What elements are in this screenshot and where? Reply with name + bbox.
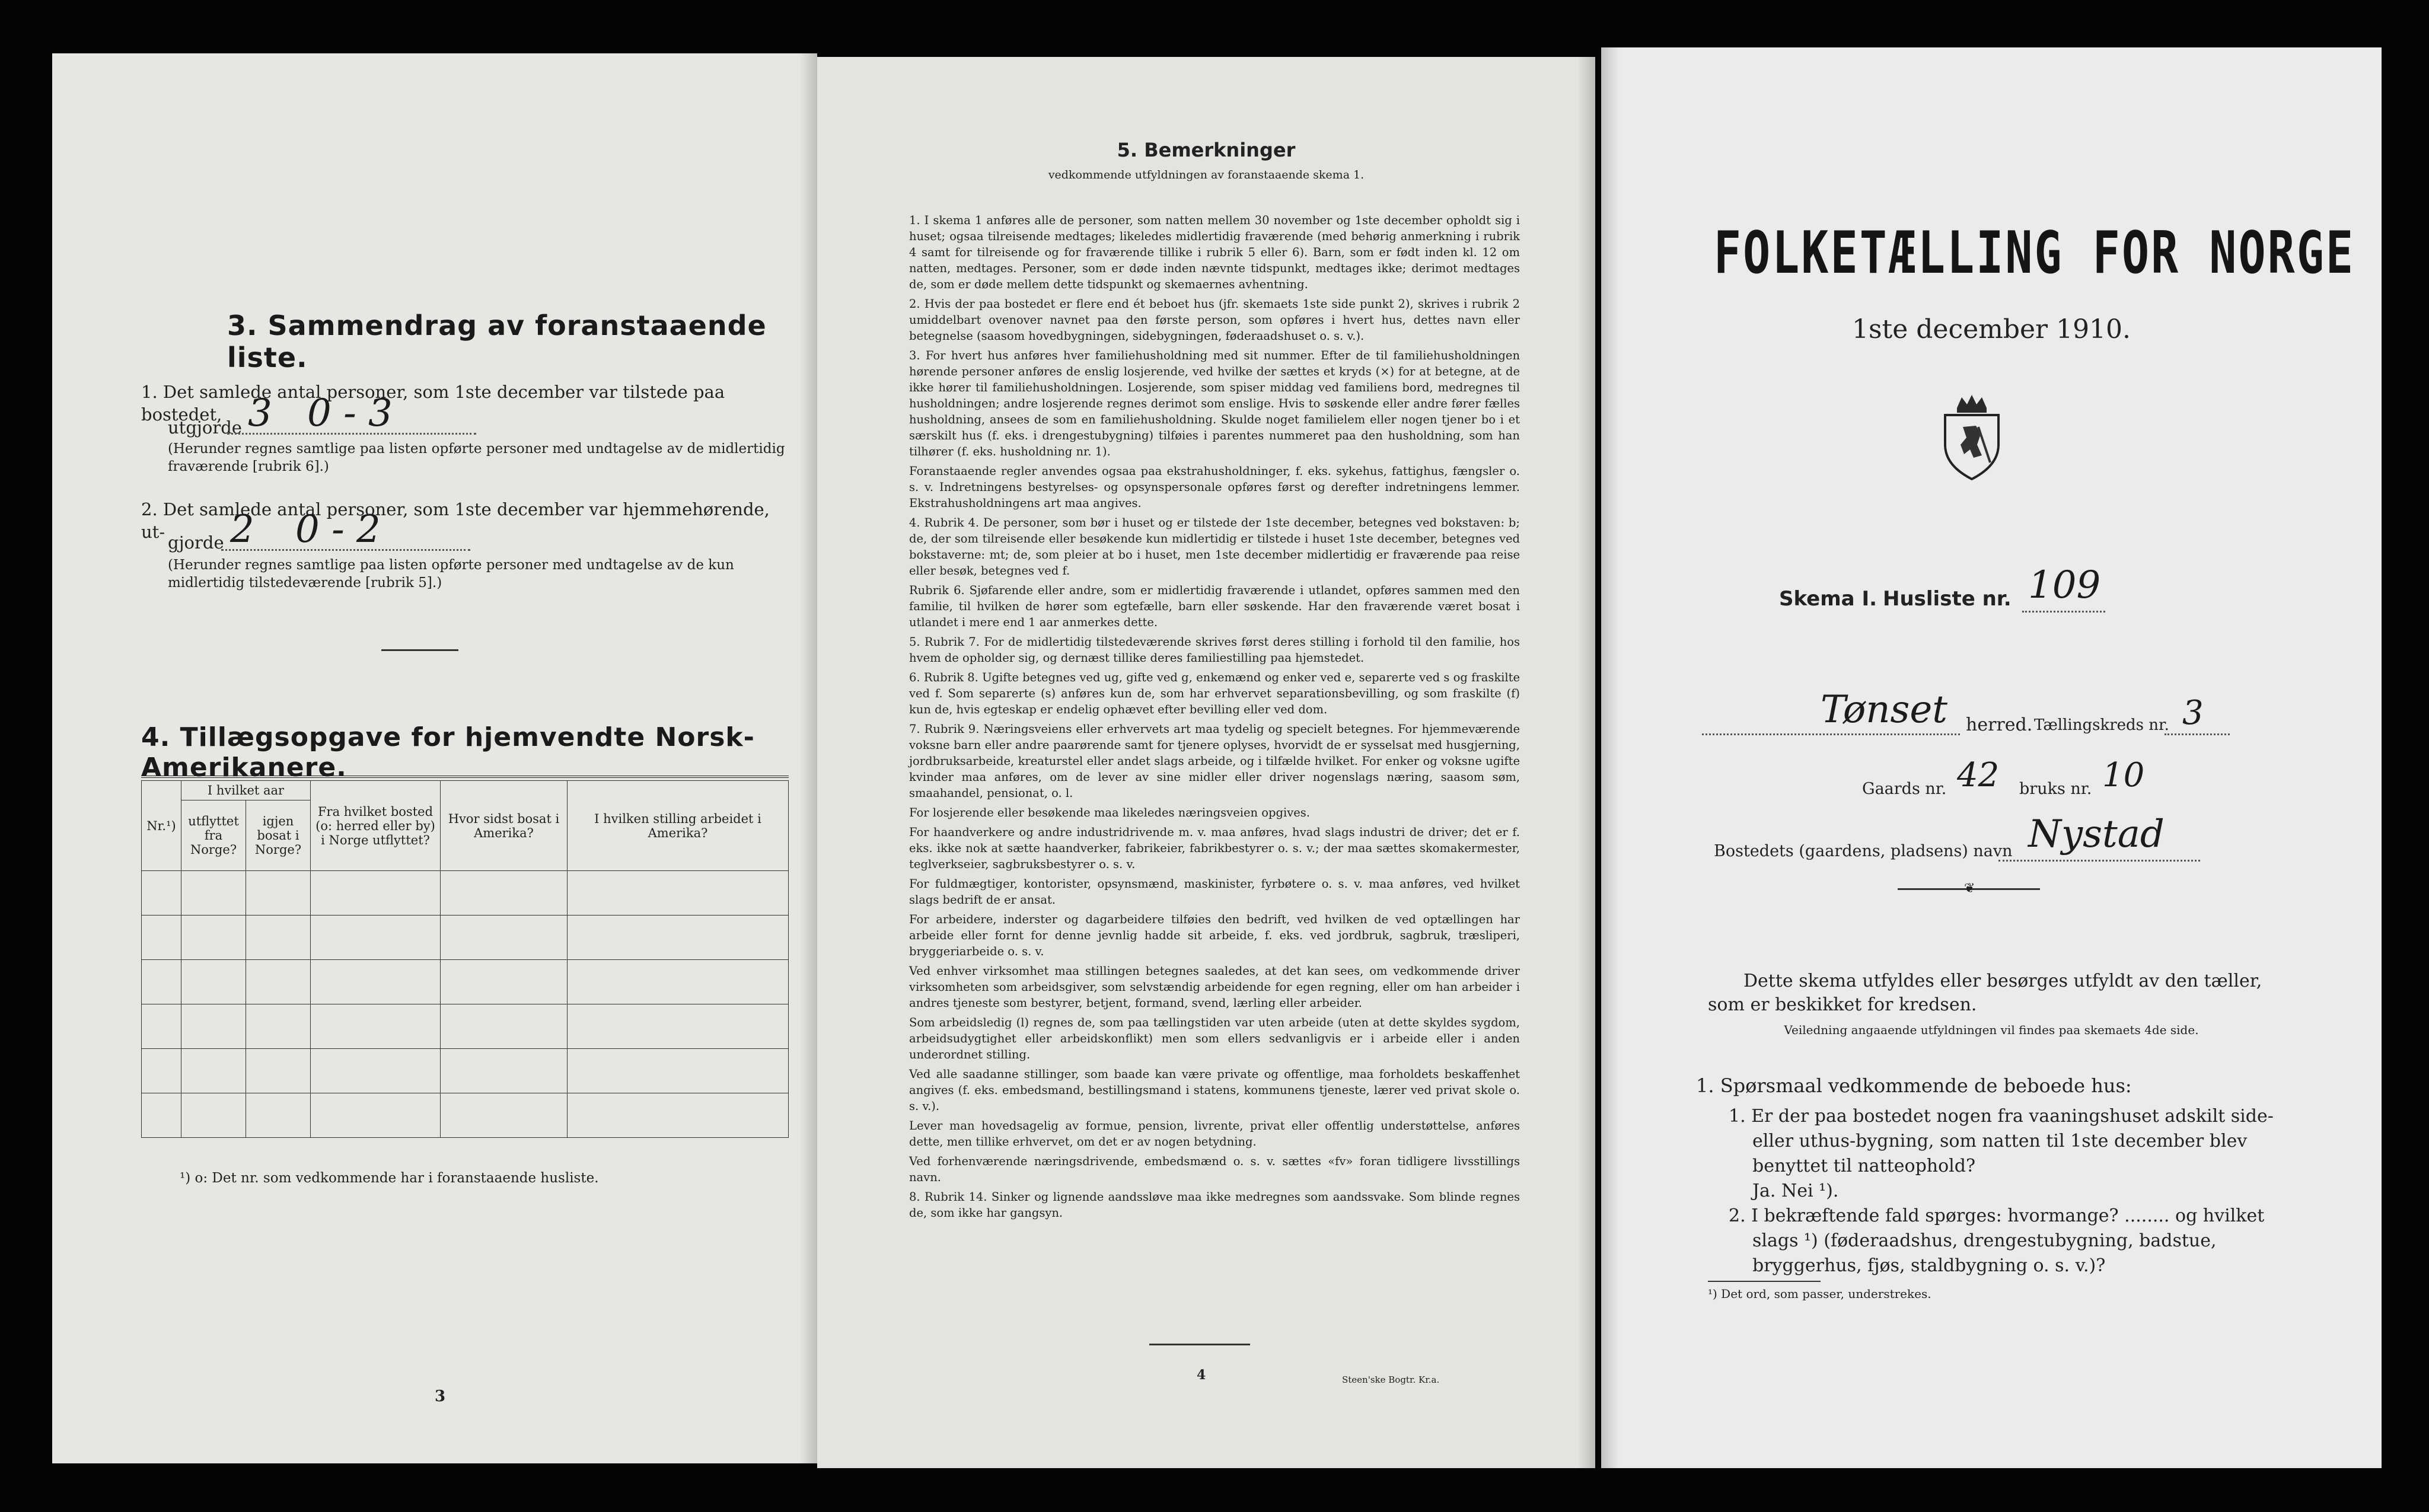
ornament-icon: ❦ <box>1964 881 1975 896</box>
col-nr: Nr.¹) <box>142 781 181 871</box>
page-number: 3 <box>435 1387 446 1405</box>
table-row <box>142 960 789 1004</box>
item2-text: 2. Det samlede antal personer, som 1ste december var hjemmehørende, ut- <box>141 499 770 542</box>
remark-paragraph: For losjerende eller besøkende maa likeledes næringsveien opgives. <box>909 806 1310 819</box>
question-1: 1. Er der paa bostedet nogen fra vaaningshuset adskilt side- eller uthus-bygning, som natten til 1ste december blev benyttet til natteophold? <box>1729 1106 2274 1176</box>
husliste-label: Husliste nr. <box>1883 587 2012 611</box>
remark-paragraph: Ved forhenværende næringsdrivende, embedsmænd o. s. v. sættes «fv» foran tidligere livsstillings navn. <box>909 1154 1520 1184</box>
kreds-label: Tællingskreds nr. <box>2034 716 2169 734</box>
remarks-title: 5. Bemerkninger <box>1117 139 1296 161</box>
husliste-underline <box>2022 611 2105 613</box>
page-number: 4 <box>1197 1367 1206 1383</box>
gaard-number: 42 <box>1957 756 2000 795</box>
instruction-small: Veiledning angaaende utfyldningen vil findes paa skemaets 4de side. <box>1784 1023 2199 1037</box>
table-row <box>142 871 789 916</box>
item1-handwritten-value2: 0 - 3 <box>307 391 393 435</box>
page-spine-shadow <box>1577 57 1595 1468</box>
item2-prefix: gjorde <box>168 532 224 553</box>
item1-underline <box>227 433 476 435</box>
section3-title: 3. Sammendrag av foranstaaende liste. <box>227 310 767 374</box>
kreds-underline <box>2165 733 2230 735</box>
remark-paragraph: Rubrik 6. Sjøfarende eller andre, som er midlertidig fraværende i utlandet, opføres sammen med den familie, til hvilken de hører som egtefælle, barn eller søskende. Har den fraværende været bosat i utlandet i mere end 1 aar anmerkes dette. <box>909 583 1520 629</box>
item1-handwritten-value: 3 <box>248 391 272 435</box>
herred-value: Tønset <box>1821 688 1947 732</box>
col-from-place: Fra hvilket bosted (o: herred eller by) i Norge utflyttet? <box>311 781 441 871</box>
remark-paragraph: Lever man hovedsagelig av formue, pension, livrente, privat eller offentlig understøttelse, anføres dette, men tillike erhvervet, om det er av nogen betydning. <box>909 1119 1520 1149</box>
divider-rule <box>1149 1344 1250 1345</box>
item1-text: 1. Det samlede antal personer, som 1ste december var tilstede paa bostedet, <box>141 382 725 425</box>
item1-note: (Herunder regnes samtlige paa listen opførte personer med undtagelse av de midlertidig fraværende [rubrik 6].) <box>168 441 785 474</box>
footnote-rule <box>1708 1281 1821 1282</box>
item2-handwritten-value: 2 <box>230 508 254 551</box>
remarks-body <box>909 212 1520 1224</box>
bosted-value: Nystad <box>2028 812 2165 856</box>
remark-paragraph: 4. Rubrik 4. De personer, som bør i huset og er tilstede der 1ste december, betegnes ved bokstaven: b; de, der som tilreisende eller besøkende kun midlertidig er tilstede i huset 1ste december, betegnes ved bokstaverne: mt; de, som pleier at bo i huset, men 1ste december midlertidig er fraværende paa reise eller besøk, betegnes ved f. <box>909 516 1520 578</box>
item1-prefix: utgjorde <box>168 417 242 438</box>
gaard-label: Gaards nr. <box>1862 780 1947 798</box>
remark-paragraph: 7. Rubrik 9. Næringsveiens eller erhvervets art maa tydelig og specielt betegnes. For hjemmeværende voksne barn eller andre paarørende samt for tjenere oplyses, hvorvidt de er sysselsat med husgjerning, jordbruksarbeide, kreaturstel eller andet slags arbeide, og i tilfælde hvilket. For enker og voksne ugifte kvinder maa anføres, om de lever av sine midler eller driver nogenslags næring, saasom søm, smaahandel, pensionat, o. l. <box>909 722 1520 800</box>
remarks-subtitle: vedkommende utfyldningen av foranstaaende skema 1. <box>1048 168 1365 181</box>
table-row <box>142 1049 789 1093</box>
remark-paragraph: 3. For hvert hus anføres hver familiehusholdning med sit nummer. Efter de til familiehusholdningen hørende personer anføres de enslig losjerende, ved hvilke der sættes et kryds (×) for at betegne, at de ikke hører til familiehusholdningen. Losjerende, som spiser middag ved familiens bord, medregnes til husholdningen; andre losjerende regnes derimot som enslige. Hvis to søskende eller andre fører fælles husholdning, ansees de som en familiehusholdning. Skulde noget familielem eller nogen tjener bo i et særskilt hus (f. eks. i drengestubygning) tilføies i parentes nummeret paa den husholdning, som han tilhører (f. eks. husholdning nr. 1). <box>909 349 1520 458</box>
bruk-label: bruks nr. <box>2019 780 2092 798</box>
bosted-underline <box>1998 860 2200 862</box>
remark-paragraph: Som arbeidsledig (l) regnes de, som paa tællingstiden var uten arbeide (uten at dette skyldes sygdom, arbeidsudygtighet eller arbeidskonflikt) men som ellers sedvanligvis er i arbeide eller i anden underordnet stilling. <box>909 1016 1520 1061</box>
remark-paragraph: For haandverkere og andre industridrivende m. v. maa anføres, hvad slags industri de driver; det er f. eks. ikke nok at sætte haandverker, fabrikeier, fabrikbestyrer o. s. v.; der maa sættes skomakermester, teglverkseier, sagbruksbestyrer o. s. v. <box>909 825 1520 871</box>
col-position: I hvilken stilling arbeidet i Amerika? <box>568 781 789 871</box>
husliste-number: 109 <box>2028 563 2101 607</box>
remark-paragraph: For fuldmægtiger, kontorister, opsynsmænd, maskinister, fyrbøtere o. s. v. maa anføres, ved hvilket slags bedrift de er ansat. <box>909 877 1520 907</box>
table-top-rule <box>141 776 789 778</box>
question-1-answer: Ja. Nei ¹). <box>1752 1181 1839 1201</box>
table-row <box>142 1093 789 1138</box>
page-middle <box>817 57 1595 1468</box>
page-left <box>52 53 817 1463</box>
item2-underline <box>221 549 470 551</box>
bruk-number: 10 <box>2102 756 2145 795</box>
table-row <box>142 1004 789 1049</box>
questions-heading: 1. Spørsmaal vedkommende de beboede hus: <box>1696 1074 2132 1097</box>
col-which-year: I hvilket aar <box>181 781 311 800</box>
remark-paragraph: For arbeidere, inderster og dagarbeidere tilføies den bedrift, ved hvilken de ved optællingen har arbeide eller fornt for denne jevnlig hadde sit arbeide, f. eks. ved jordbruk, sagbruk, træsliperi, bryggeriarbeide o. s. v. <box>909 913 1520 958</box>
census-title: FOLKETÆLLING FOR NORGE <box>1714 219 2355 287</box>
col-last-resided: Hvor sidst bosat i Amerika? <box>441 781 568 871</box>
bosted-label: Bostedets (gaardens, pladsens) navn <box>1714 842 2013 860</box>
item2-note: (Herunder regnes samtlige paa listen opførte personer med undtagelse av de kun midlertidig tilstedeværende [rubrik 5].) <box>168 557 734 591</box>
remark-paragraph: Ved alle saadanne stillinger, som baade kan være private og offentlige, maa forholdets beskaffenhet angives (f. eks. embedsmand, bestillingsmand i statens, kommunens tjeneste, lærer ved privat skole o. s. v.). <box>909 1067 1520 1113</box>
remark-paragraph: Foranstaaende regler anvendes ogsaa paa ekstrahusholdninger, f. eks. sykehus, fattighus, fængsler o. s. v. Indretningens bestyrelses- og opsynspersonale opføres først og derefter indretningens lemmer. Ekstrahusholdningens art maa angives. <box>909 464 1520 510</box>
section4-title: 4. Tillægsopgave for hjemvendte Norsk-Amerikanere. <box>141 722 755 783</box>
item2-handwritten-value2: 0 - 2 <box>295 508 381 551</box>
table-row <box>142 916 789 960</box>
page-right <box>1601 47 2382 1468</box>
herred-underline <box>1702 733 1960 735</box>
col-returned: igjen bosat i Norge? <box>246 800 311 871</box>
page-spine-shadow <box>1601 47 1619 1468</box>
remark-paragraph: 1. I skema 1 anføres alle de personer, som natten mellem 30 november og 1ste december opholdt sig i huset; ogsaa tilreisende medtages; likeledes midlertidig fraværende (med behørig anmerkning i rubrik 4 samt for tilreisende og for fraværende tillike i rubrik 5 eller 6). Barn, som er født inden kl. 12 om natten, medtages. Personer, som er døde inden nævnte tidspunkt, medtages ikke; derimot medtages de, som er døde mellem dette tidspunkt og skemaernes avhentning. <box>909 213 1520 291</box>
table-footnote: ¹) o: Det nr. som vedkommende har i foranstaaende husliste. <box>180 1170 599 1186</box>
question-2: 2. I bekræftende fald spørges: hvormange? ........ og hvilket slags ¹) (føderaadshus, drengestubygning, badstue, bryggerhus, fjøs, staldbygning o. s. v.)? <box>1729 1205 2265 1276</box>
remark-paragraph: 6. Rubrik 8. Ugifte betegnes ved ug, gifte ved g, enkemænd og enker ved e, separerte ved s og fraskilte ved f. Som separerte (s) anføres kun de, som har erhvervet separationsbevilling, og som fraskilte (f) kun de, hvis egteskap er endelig ophævet efter bevilling eller ved dom. <box>909 671 1520 716</box>
col-emigrated: utflyttet fra Norge? <box>181 800 246 871</box>
herred-label: herred. <box>1966 714 2033 735</box>
schema-label: Skema I. <box>1779 587 1877 611</box>
census-date: 1ste december 1910. <box>1851 314 2131 344</box>
kreds-number: 3 <box>2182 694 2204 732</box>
questions-block <box>1696 1073 2295 1278</box>
remark-paragraph: 5. Rubrik 7. For de midlertidig tilstedeværende skrives først deres stilling i forhold til den familie, hos hvem de opholder sig, og dernæst tillike deres familiestilling paa hjemstedet. <box>909 635 1520 665</box>
footnote: ¹) Det ord, som passer, understrekes. <box>1708 1287 1931 1301</box>
remark-paragraph: 8. Rubrik 14. Sinker og lignende aandssløve maa ikke medregnes som aandssvake. Som blinde regnes de, som ikke har gangsyn. <box>909 1190 1520 1220</box>
norsk-amerikanere-table <box>141 780 789 1138</box>
divider-rule <box>381 649 458 651</box>
coat-of-arms-icon <box>1939 391 2004 480</box>
printer-mark: Steen'ske Bogtr. Kr.a. <box>1342 1374 1440 1385</box>
remark-paragraph: 2. Hvis der paa bostedet er flere end ét beboet hus (jfr. skemaets 1ste side punkt 2), skrives i rubrik 2 umiddelbart ovenover navnet paa den første person, som opføres i hvert hus, dettes navn eller betegnelse (saasom hovedbygningen, sidebygningen, føderaadshuset o. s. v.). <box>909 297 1520 343</box>
remark-paragraph: Ved enhver virksomhet maa stillingen betegnes saaledes, at det kan sees, om vedkommende driver virksomheten som arbeidsgiver, som selvstændig arbeidende for egen regning, eller om han arbeider i andres tjeneste som bestyrer, betjent, formand, svend, lærling eller arbeider. <box>909 964 1520 1010</box>
instruction-text: Dette skema utfyldes eller besørges utfyldt av den tæller, som er beskikket for kredsen. <box>1708 971 2262 1015</box>
